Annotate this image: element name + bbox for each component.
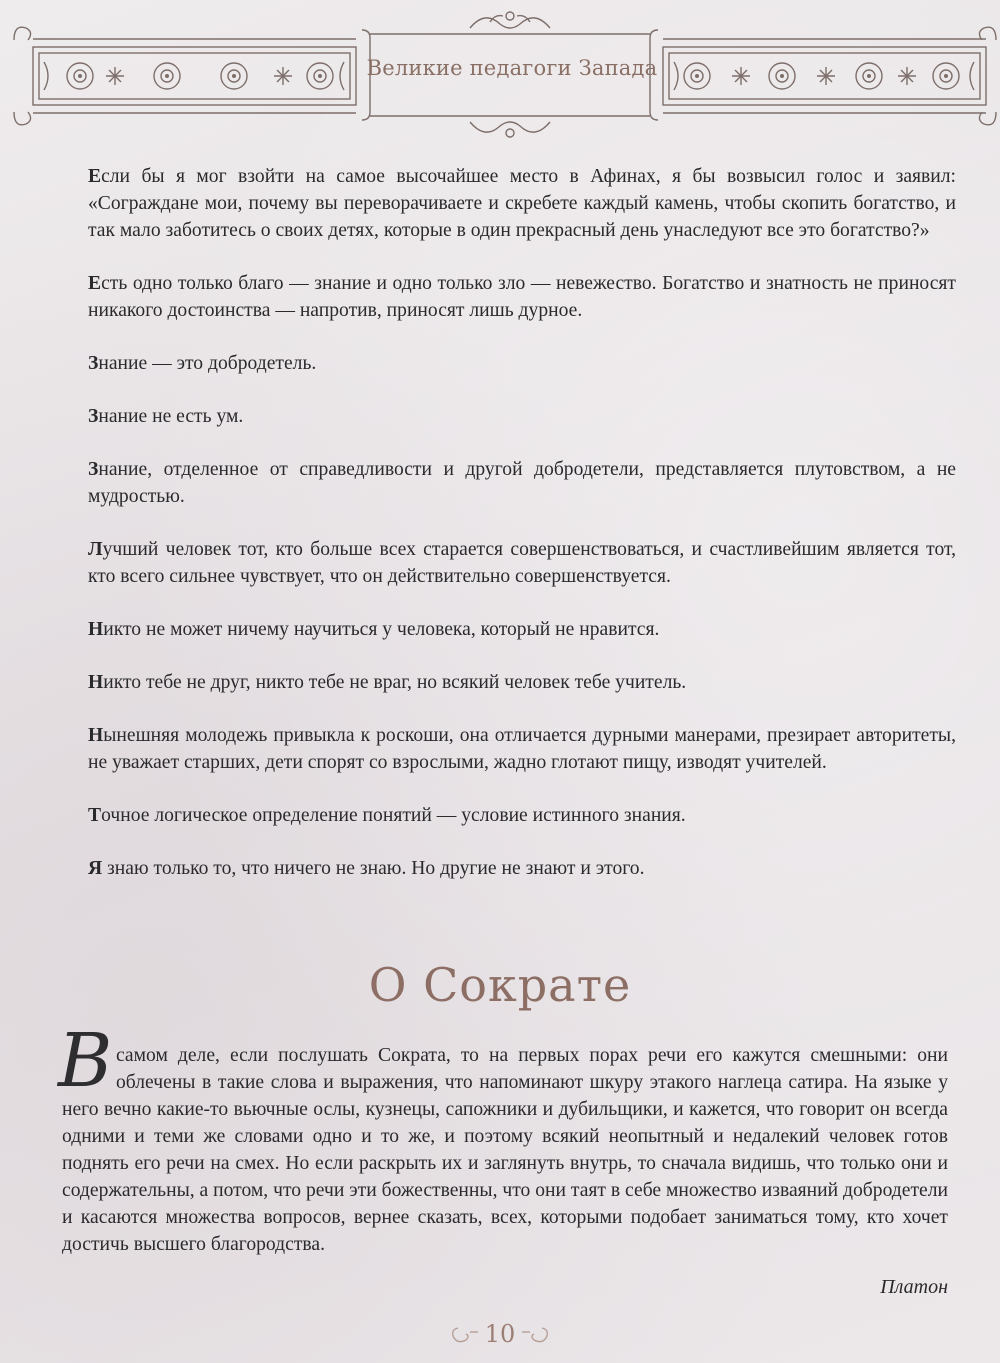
quote-item xyxy=(88,722,956,776)
quote-initial: Е xyxy=(88,166,102,187)
quote-text: икто не может ничему научиться у человека, который не нравится. xyxy=(103,619,660,640)
quote-text: очное логическое определение понятий — условие истинного знания. xyxy=(101,805,686,826)
quote-author: Платон xyxy=(880,1276,948,1298)
quote-initial: З xyxy=(88,459,99,480)
quote-initial: Е xyxy=(88,273,102,294)
quote-item xyxy=(88,163,956,244)
quote-text: знаю только то, что ничего не знаю. Но другие не знают и этого. xyxy=(102,858,645,879)
quote-item xyxy=(88,403,956,430)
quote-initial: Л xyxy=(88,539,103,560)
quote-initial: З xyxy=(88,406,99,427)
quote-item xyxy=(88,536,956,590)
quote-initial: З xyxy=(88,353,99,374)
quote-initial: Н xyxy=(88,619,104,640)
quote-text: ынешняя молодежь привыкла к роскоши, она отличается дурными манерами, презирает авторитеты, не уважает старших, дети спорят со взрослыми, жадно глотают пищу, изводят учителей. xyxy=(88,725,956,773)
drop-cap: В xyxy=(58,1018,113,1104)
page-header xyxy=(0,0,1000,150)
quote-item xyxy=(88,802,956,829)
quote-text: сть одно только благо — знание и одно только зло — невежество. Богатство и знатность не приносят никакого достоинства — напротив, приносят лишь дурное. xyxy=(88,273,956,321)
quote-initial: Н xyxy=(88,672,104,693)
quote-initial: Т xyxy=(88,805,102,826)
quote-item xyxy=(88,270,956,324)
quote-text: нание — это добродетель. xyxy=(98,353,317,374)
page-number: 10 xyxy=(484,1320,516,1348)
header-title: Великие педагоги Запада xyxy=(366,56,658,80)
quote-initial: Н xyxy=(88,725,104,746)
quote-item xyxy=(88,855,956,882)
quote-item xyxy=(88,669,956,696)
quote-item xyxy=(88,350,956,377)
quotes-list xyxy=(88,163,956,908)
quote-text: нание не есть ум. xyxy=(98,406,244,427)
quote-initial: Я xyxy=(88,858,103,879)
quote-text: нание, отделенное от справедливости и другой добродетели, представляется плутовством, а не мудростью. xyxy=(88,459,956,507)
section-title: О Сократе xyxy=(368,958,632,1012)
quote-text: сли бы я мог взойти на самое высочайшее место в Афинах, я бы возвысил голос и заявил: «Сограждане мои, почему вы переворачиваете и скребете каждый камень, чтобы скопить богатство, и так мало заботитесь о своих детях, которые в один прекрасный день унаследуют все это богатство?» xyxy=(88,166,956,241)
page-footer xyxy=(440,1318,560,1354)
quote-item xyxy=(88,456,956,510)
quote-item xyxy=(88,616,956,643)
section-paragraph: самом деле, если послушать Сократа, то на первых порах речи его кажутся смешными: они облечены в такие слова и выражения, что напоминают шкуру этакого наглеца сатира. На языке у него вечно какие-то вьючные ослы, кузнецы, сапожники и дубильщики, и кажется, что говорит он всегда одними и теми же словами одно и то же, и поэтому всякий неопытный и недалекий человек готов поднять его речи на смех. Но если раскрыть их и заглянуть внутрь, то сначала видишь, что только они и содержательны, а потом, что речи эти божественны, что они таят в себе множество изваяний добродетели и касаются множества вопросов, вернее сказать, всех, которыми подобает заниматься тому, кто хочет достичь высшего благородства. xyxy=(62,1045,948,1255)
quote-text: икто тебе не друг, никто тебе не враг, но всякий человек тебе учитель. xyxy=(103,672,687,693)
quote-text: учший человек тот, кто больше всех старается совершенствоваться, и счастливейшим является тот, кто всего сильнее чувствует, что он действительно совершенствуется. xyxy=(88,539,956,587)
